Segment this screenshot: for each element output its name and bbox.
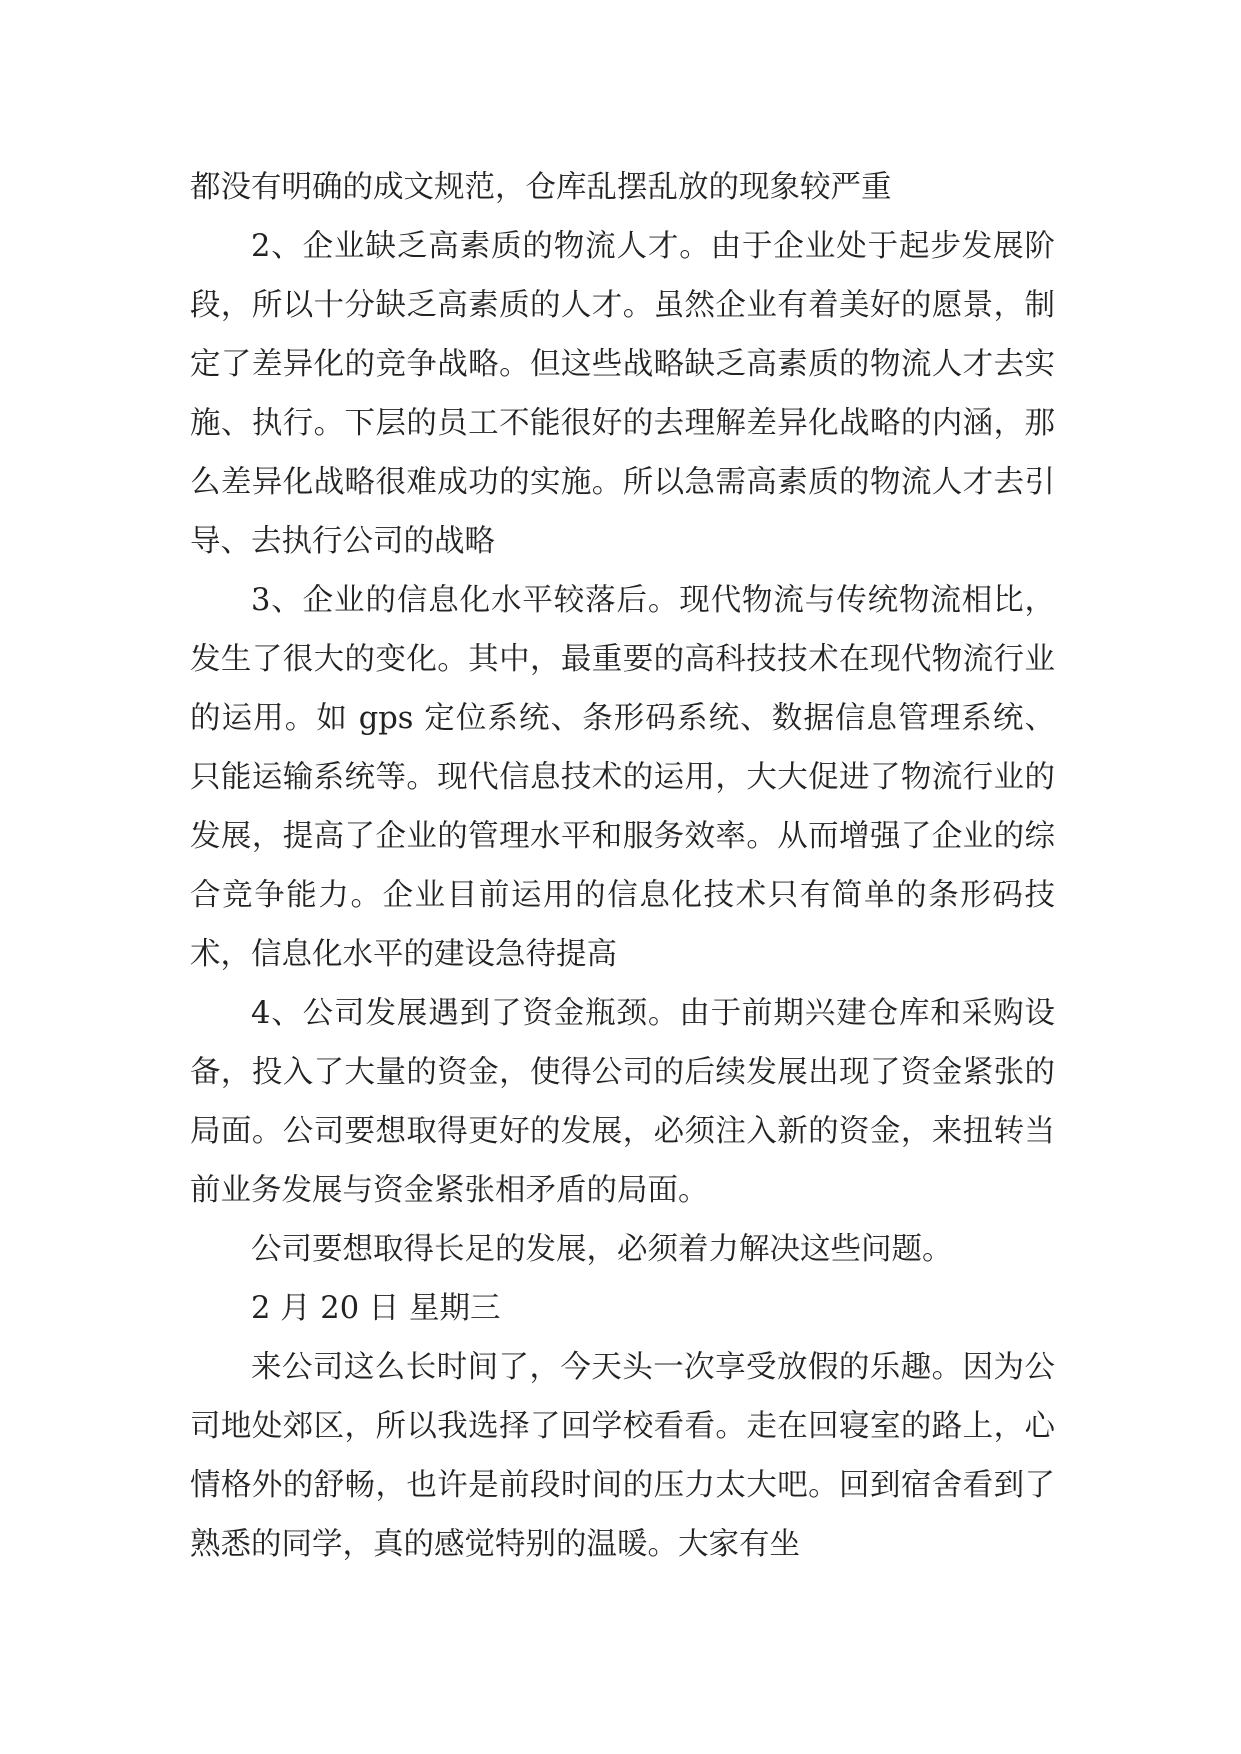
paragraph-conclusion: 公司要想取得长足的发展，必须着力解决这些问题。 bbox=[251, 1232, 953, 1267]
paragraph-point-2: 2、企业缺乏高素质的物流人才。由于企业处于起步发展阶段，所以十分缺乏高素质的人才。虽然企业有着美好的愿景，制定了差异化的竞争战略。但这些战略缺乏高素质的物流人才去实施、执行。下层的员工不能很好的去理解差异化战略的内涵，那么差异化战略很难成功的实施。所以急需高素质的物流人才去引导、去执行公司的战略 bbox=[190, 229, 1055, 559]
document-body bbox=[190, 158, 1055, 1574]
paragraph-continuation: 都没有明确的成文规范，仓库乱摆乱放的现象较严重 bbox=[190, 170, 892, 205]
paragraph-diary-entry: 来公司这么长时间了，今天头一次享受放假的乐趣。因为公司地处郊区，所以我选择了回学校看看。走在回寝室的路上，心情格外的舒畅，也许是前段时间的压力太大吧。回到宿舍看到了熟悉的同学，真的感觉特别的温暖。大家有坐 bbox=[190, 1350, 1055, 1562]
paragraph-point-4: 4、公司发展遇到了资金瓶颈。由于前期兴建仓库和采购设备，投入了大量的资金，使得公司的后续发展出现了资金紧张的局面。公司要想取得更好的发展，必须注入新的资金，来扭转当前业务发展与资金紧张相矛盾的局面。 bbox=[190, 996, 1055, 1208]
diary-date-heading: 2 月 20 日 星期三 bbox=[251, 1291, 501, 1326]
paragraph-point-3: 3、企业的信息化水平较落后。现代物流与传统物流相比，发生了很大的变化。其中，最重要的高科技技术在现代物流行业的运用。如 gps 定位系统、条形码系统、数据信息管理系统、只能运输系统等。现代信息技术的运用，大大促进了物流行业的发展，提高了企业的管理水平和服务效率。从而增强了企业的综合竞争能力。企业目前运用的信息化技术只有简单的条形码技术，信息化水平的建设急待提高 bbox=[190, 583, 1055, 972]
